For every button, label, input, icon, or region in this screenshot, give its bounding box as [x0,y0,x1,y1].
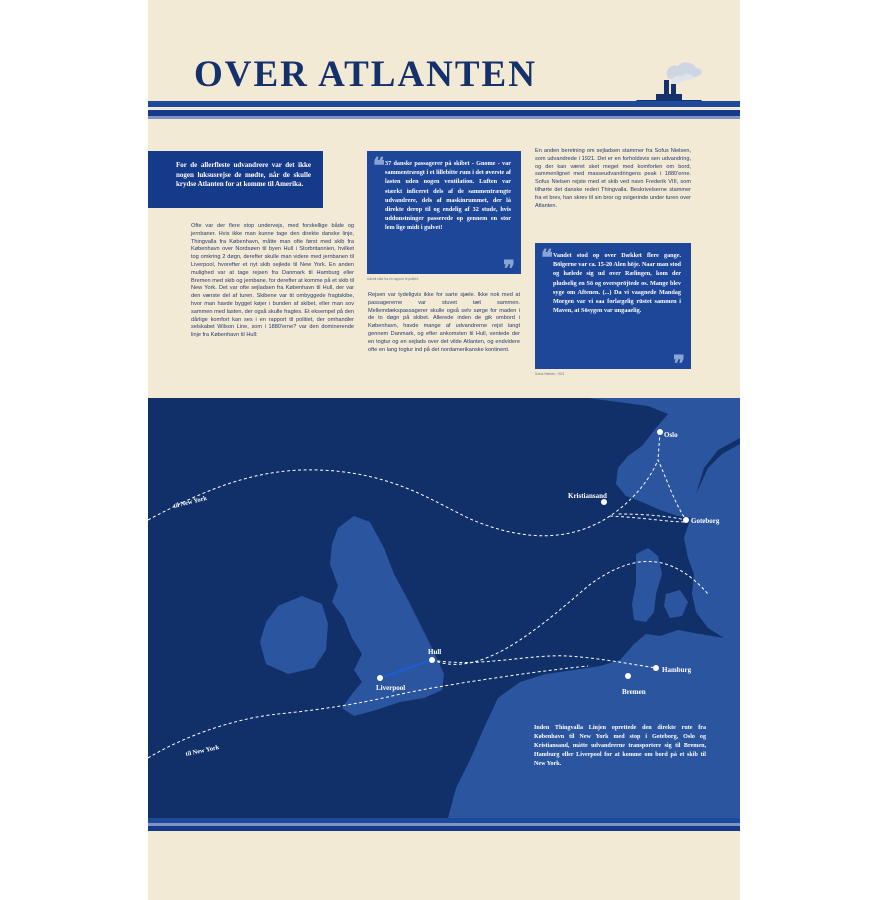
footer-stripes [148,818,740,838]
route-label-north: til New York [172,494,208,510]
quote-1-source: Udsnit citat fra en rapport til politiet. [367,277,419,281]
quote-close-icon: ❞ [673,351,685,376]
quote-open-icon: ❝ [541,245,553,270]
route-label-south: til New York [184,743,220,758]
quote-close-icon: ❞ [503,256,515,281]
column-1-body: Ofte var der flere stop undervejs, med forskellige både og jernbaner. Hvis ikke man kunne tage den direkte danske linje, Thingvalla fra København, måtte man ofte først med skib fra København over Nordsøen til byen Hull i Storbritannien, hvilket tog omkring 2 døgn, derefter skulle man videre med jernbanen til Liverpool, hvorefter et nyt skib sejlede til New York. En anden mulighed var at tage rejsen fra Danmark til Hamburg eller Bremen med skib og jernbane, for derefter at komme på et skib til New York. Det var ofte sejladsen fra København til Hull, der var den værste del af turen. Skibene var tit ombyggede fragtskibe, hvor man havde bygget køjer i bunden af skibet, eller man sov sammen med lasten, der også skulle fragtes. Et eksempel på den dårlige komfort kan ses i en rapport til politiet, der omhandler selskabet Wilson Line, som i 1880'erne? var den dominerende linje fra København til Hull: [191,223,354,339]
quote-open-icon: ❝ [373,153,385,178]
city-label-hamburg: Hamburg [662,666,692,674]
city-label-oslo: Oslo [664,431,678,439]
page-title: OVER ATLANTEN [194,54,537,95]
column-3-body: En anden beretning om sejladsen stammer fra Sofus Nielsen, som udvandrede i 1921. Det er en forholdsvis sen udvandring, og der kan været sket meget med komforten om bord, sammenlignet med masseudvandringens peak i 1880'erne. Sofus Nielsen rejste med et skib ved navn Frederik VIII, som tilhørte det danske rederi Thingvalla. Beskrivelserne stammer fra et brev, han skrev til sin bror og svigerinde under turen over Atlanten. [535,148,691,209]
intro-box [148,151,323,208]
map-caption: Inden Thingvalla Linjen oprettede den direkte rute fra København til New York med stop i Goteborg, Oslo og Kristiansand, måtte udvandrerne transportere sig til Bremen, Hamburg eller Liverpool for at komme om bord på et skib til New York. [534,725,706,767]
city-label-liverpool: Liverpool [376,684,406,692]
quote-2-text: Vandet stod op over Dækket flere gange. Bölgerne var ca. 15-20 Alen höje. Naar man stod og hælede sig ud over Rælingen, kom der pludselig en Sö og overspröjtede os. Mange blev syge om Aftenen. (...) Da vi vaagnede Mandag Morgen var vi saa forlægelig rüstet sammen i Maven, at Sösygen var ungaaelig. [553,252,681,315]
city-label-bremen: Bremen [622,688,646,696]
quote-1-text: 37 danske passagerer på skibet - Gnome - var sammentrængt i et lillebitte rum i det øverste af lasten uden nogen ventilation. Luften var stærkt inficeret dels af de sammentrængte udvandrere, dels af maskinrummet, der lå direkte derop til og endelig af 32 stude, hvis uddunstninger passerede op gennem en stor lem lige midt i gulvet! [385,160,511,232]
city-label-hull: Hull [428,648,442,656]
city-label-kristiansand: Kristiansand [568,492,607,500]
column-2-body: Rejsen var tydeligvis ikke for sarte sjæle. Ikke nok med at passagererne var stuvet tæt sammen. Mellemdækspassagerer skulle også selv sørge for maden i de to døgn på skibet. Allerede inden de gik ombord i København, havde mange af udvandrerne rejst langt gennem Danmark, og efter ankomsten til Hull, ventede der en togtur og en sejlads over det vilde Atlanten, og endvidere ofte en lang togtur ind på det nordamerikanske kontinent. [368,292,520,353]
city-label-goteborg: Goteborg [691,517,720,525]
poster [148,0,740,900]
header-stripes [148,101,740,119]
intro-text: For de allerfleste udvandrere var det ikke nogen luksusrejse de mødte, når de skulle krydse Atlanten for at komme til Amerika. [176,161,311,189]
quote-2-source: Sofus Nielsen, 1921 [535,372,565,376]
